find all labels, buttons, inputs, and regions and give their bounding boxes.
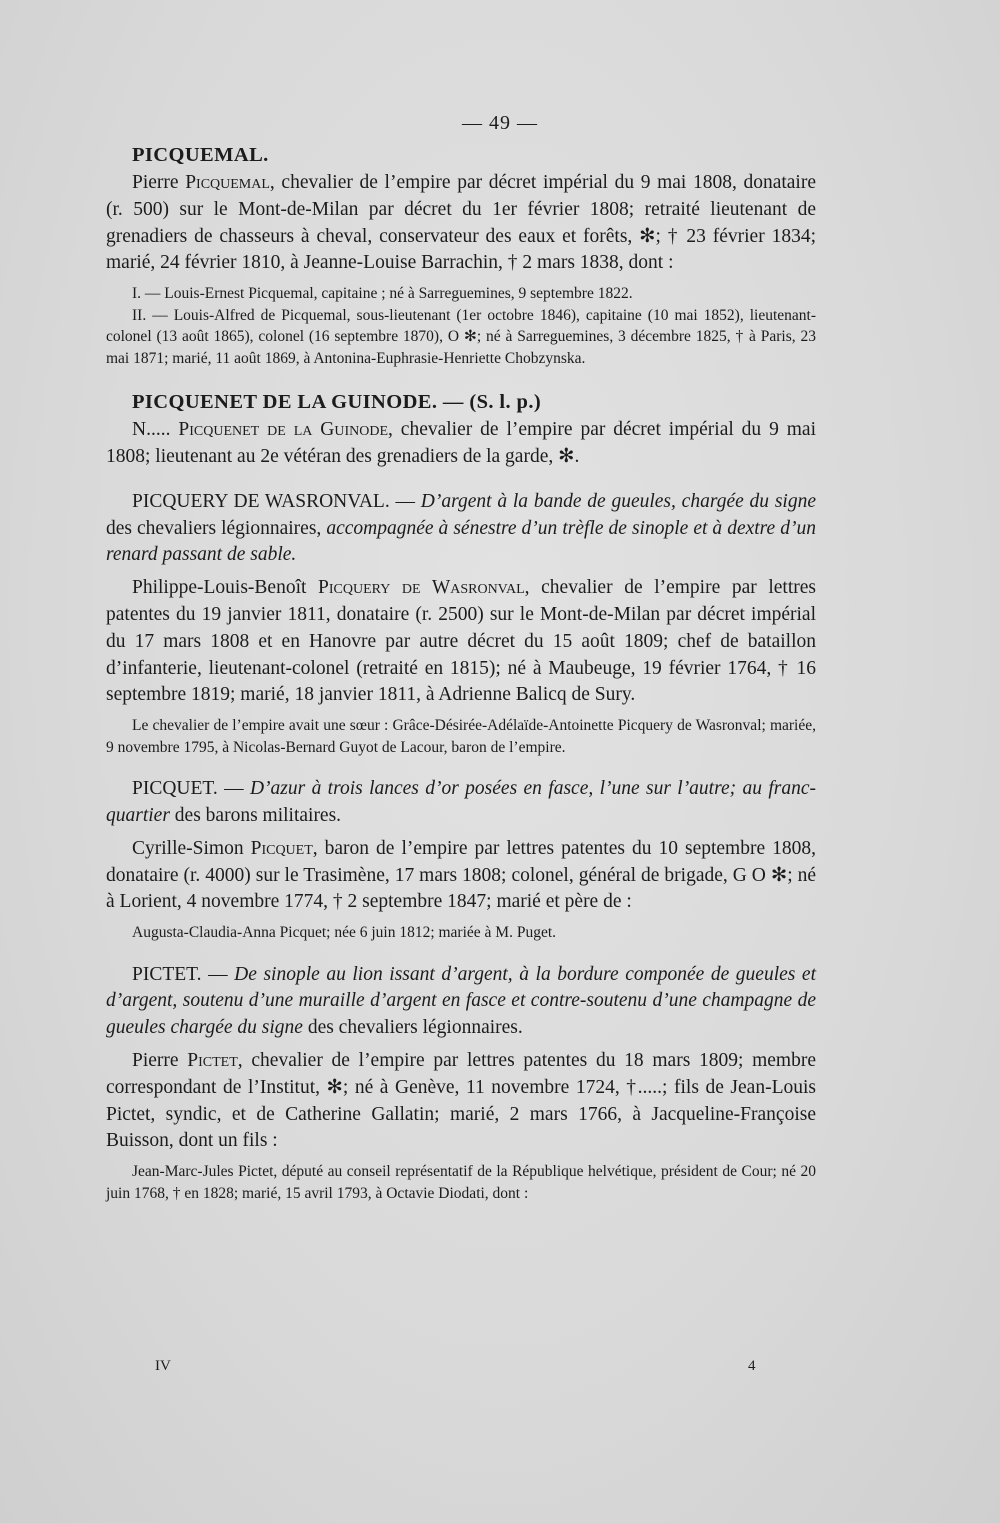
page-number: — 49 —: [462, 112, 538, 134]
family-note: Le chevalier de l’empire avait une sœur : Grâce-Désirée-Adélaïde-Antoinette Picquery de Wasronval; mariée, 9 novembre 1795, à Nicolas-Bernard Guyot de Lacour, baron de l’empire.: [106, 717, 816, 756]
coat-of-arms-text: D’argent à la bande de gueules, chargée du signe: [420, 490, 816, 512]
entry-title: [106, 387, 816, 417]
descendant-note: II. — Louis-Alfred de Picquemal, sous-lieutenant (1er octobre 1846), capitaine (10 mai 1852), lieutenant-colonel (13 août 1865), colonel (16 septembre 1870), O ✻; né à Sarreguemines, 3 décembre 1825, † à Paris, 23 mai 1871; marié, 11 août 1869, à Antonina-Euphrasie-Henriette Chobzynska.: [106, 306, 816, 367]
entry-picquet: [106, 776, 816, 943]
person-name: Picquemal: [185, 172, 270, 193]
entry-picquenet: [106, 387, 816, 471]
person-name: Picquet: [250, 837, 313, 859]
descendant-note: I. — Louis-Ernest Picquemal, capitaine ; né à Sarreguemines, 9 septembre 1822.: [132, 285, 633, 303]
family-note: Jean-Marc-Jules Pictet, député au conseil représentatif de la République helvétique, président de Cour; né 20 juin 1768, † en 1828; marié, 15 avril 1793, à Octavie Diodati, dont :: [106, 1163, 816, 1202]
text-run: , baron de l’empire par lettres patentes du 10 septembre 1808, donataire (r. 4000) sur le Trasimène, 17 mars 1808; colonel, général de brigade, G O ✻; né à Lorient, 4 novembre 1774, † 2 septembre 1847; marié et père de :: [106, 837, 816, 913]
entry-title-text: PICQUET. —: [132, 778, 250, 800]
text-run: des barons militaires.: [169, 804, 342, 826]
person-name: Pictet: [187, 1050, 238, 1072]
coat-of-arms-text: accompagnée à sénestre d’un trèfle de sinople et à dextre d’un renard passant de sable.: [106, 517, 816, 566]
entry-paragraph: [106, 1048, 816, 1155]
page-content: [106, 140, 816, 1204]
text-run: Cyrille-Simon: [132, 837, 251, 859]
entry-paragraph: [106, 170, 816, 277]
person-name: Picquenet de la Guinode: [178, 419, 389, 441]
text-run: , chevalier de l’empire par décret impérial du 9 mai 1808, donataire (r. 500) sur le Mont-de-Milan par décret du 1er février 1808; retraité lieutenant de grenadiers de chasseurs à cheval, conservateur des eaux et forêts, ✻; † 23 février 1834; marié, 24 février 1810, à Jeanne-Louise Barrachin, † 2 mars 1838, dont :: [106, 172, 816, 274]
entry-paragraph: [106, 836, 816, 916]
text-run: des chevaliers légionnaires.: [302, 1017, 523, 1039]
entry-heading-arms: [106, 489, 816, 569]
text-run: Philippe-Louis-Benoît: [132, 577, 319, 599]
entry-title: [106, 140, 816, 170]
entry-title-text: PICQUEMAL.: [132, 144, 269, 166]
text-run: , chevalier de l’empire par lettres patentes du 19 janvier 1811, donataire (r. 2500) sur le Mont-de-Milan par décret impérial du 17 mars 1808 et en Hanovre par autre décret du 15 août 1809; chef de bataillon d’infanterie, lieutenant-colonel (retraité en 1815); né à Maubeuge, 19 février 1764, † 16 septembre 1819; marié, 18 janvier 1811, à Adrienne Balicq de Sury.: [106, 577, 816, 706]
entry-heading-arms: [106, 962, 816, 1042]
coat-of-arms-text: De sinople au lion issant d’argent, à la bordure componée de gueules et d’argent, soutenu d’une muraille d’argent en fasce et contre-soutenu d’une champagne de gueules chargée du signe: [106, 963, 816, 1039]
family-note: Augusta-Claudia-Anna Picquet; née 6 juin 1812; mariée à M. Puget.: [132, 924, 557, 942]
text-run: , chevalier de l’empire par décret impérial du 9 mai 1808; lieutenant au 2e vétéran des grenadiers de la garde, ✻.: [106, 419, 816, 467]
entry-paragraph: [106, 575, 816, 709]
entry-title-text: PICTET. —: [132, 963, 235, 985]
entry-heading-arms: [106, 776, 816, 830]
person-name: Picquery de Wasronval: [318, 577, 525, 599]
text-run: Pierre: [132, 172, 186, 193]
sheet-number: 4: [748, 1358, 756, 1374]
text-run: N.....: [132, 419, 179, 441]
entry-picquery: [106, 489, 816, 758]
entry-title-text: PICQUENET DE LA GUINODE. — (S. l. p.): [132, 391, 542, 414]
text-run: des chevaliers légionnaires,: [106, 517, 327, 539]
text-run: Pierre: [132, 1050, 188, 1072]
entry-title-text: PICQUERY DE WASRONVAL. —: [132, 490, 421, 512]
signature-mark: IV: [155, 1358, 171, 1374]
entry-paragraph: [106, 417, 816, 471]
page-footer: [0, 1358, 1000, 1382]
text-run: , chevalier de l’empire par lettres patentes du 18 mars 1809; membre correspondant de l’Institut, ✻; né à Genève, 11 novembre 1724, †.....; fils de Jean-Louis Pictet, syndic, et de Catherine Gallatin; marié, 2 mars 1766, à Jacqueline-Françoise Buisson, dont un fils :: [106, 1050, 816, 1152]
coat-of-arms-text: D’azur à trois lances d’or posées en fasce, l’une sur l’autre; au franc-quartier: [106, 778, 816, 826]
entry-pictet: [106, 962, 816, 1205]
entry-picquemal: [106, 140, 816, 369]
